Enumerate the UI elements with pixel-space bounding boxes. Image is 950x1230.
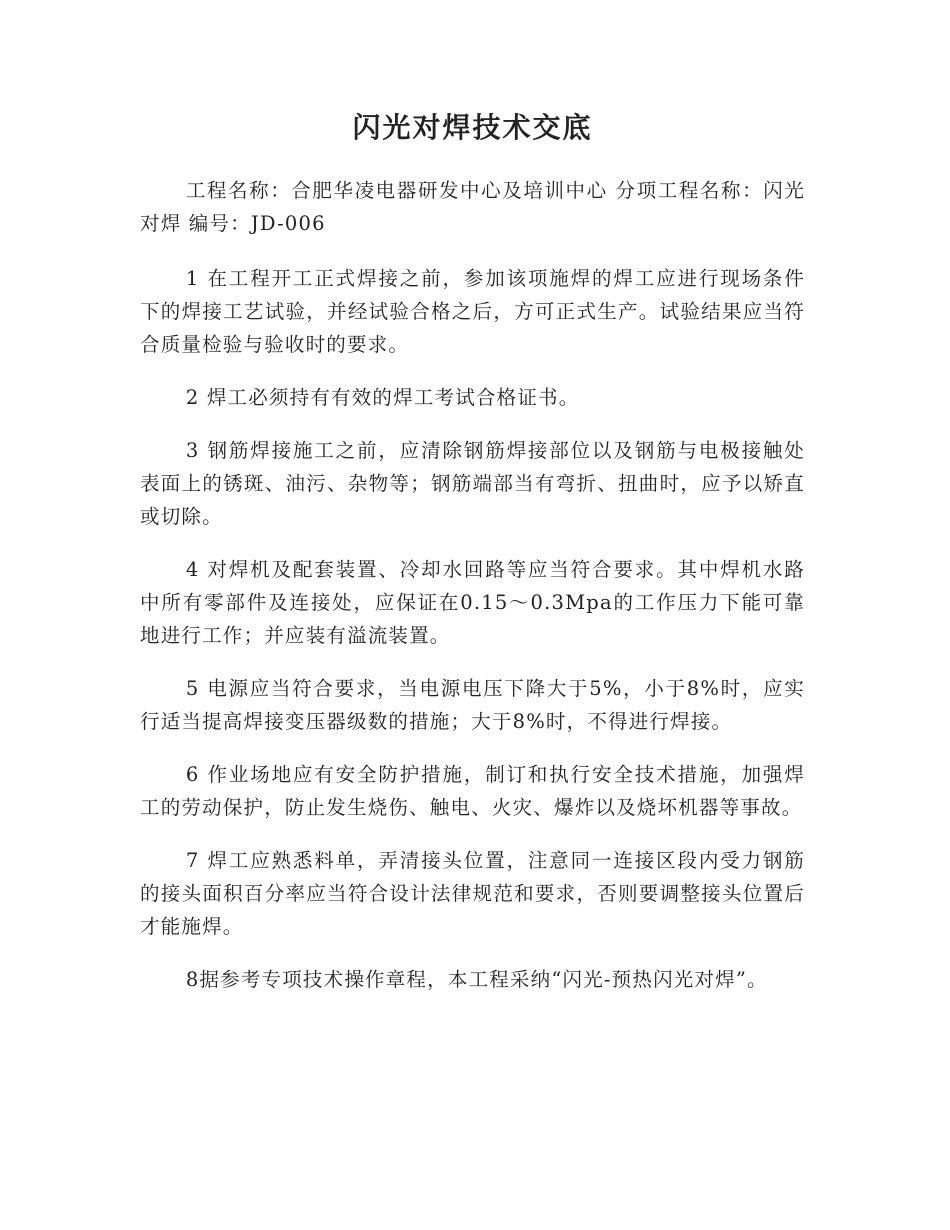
paragraph-6: 6 作业场地应有安全防护措施，制订和执行安全技术措施，加强焊工的劳动保护，防止发生烧伤、触电、火灾、爆炸以及烧坏机器等事故。 <box>140 763 805 819</box>
document-title: 闪光对焊技术交底 <box>352 111 593 144</box>
paragraph-2: 2 焊工必须持有有效的焊工考试合格证书。 <box>185 386 580 409</box>
paragraph-3: 3 钢筋焊接施工之前，应清除钢筋焊接部位以及钢筋与电极接触处表面上的锈斑、油污、杂物等；钢筋端部当有弯折、扭曲时，应予以矫直或切除。 <box>140 439 805 528</box>
document-page <box>140 108 805 1016</box>
paragraph-1: 1 在工程开工正式焊接之前，参加该项施焊的焊工应进行现场条件下的焊接工艺试验，并经试验合格之后，方可正式生产。试验结果应当符合质量检验与验收时的要求。 <box>140 267 805 356</box>
paragraph-5: 5 电源应当符合要求，当电源电压下降大于5%，小于8%时，应实行适当提高焊接变压器级数的措施；大于8%时，不得进行焊接。 <box>140 677 805 733</box>
paragraph-8: 8据参考专项技术操作章程，本工程采纳“闪光-预热闪光对焊”。 <box>185 968 768 991</box>
paragraph-4: 4 对焊机及配套装置、冷却水回路等应当符合要求。其中焊机水路中所有零部件及连接处，应保证在0.15～0.3Mpa的工作压力下能可靠地进行工作；并应装有溢流装置。 <box>140 558 805 647</box>
project-info-line: 工程名称：合肥华凌电器研发中心及培训中心 分项工程名称：闪光对焊 编号：JD-006 <box>140 179 805 235</box>
paragraph-7: 7 焊工应熟悉料单，弄清接头位置，注意同一连接区段内受力钢筋的接头面积百分率应当符合设计法律规范和要求，否则要调整接头位置后才能施焊。 <box>140 849 805 938</box>
